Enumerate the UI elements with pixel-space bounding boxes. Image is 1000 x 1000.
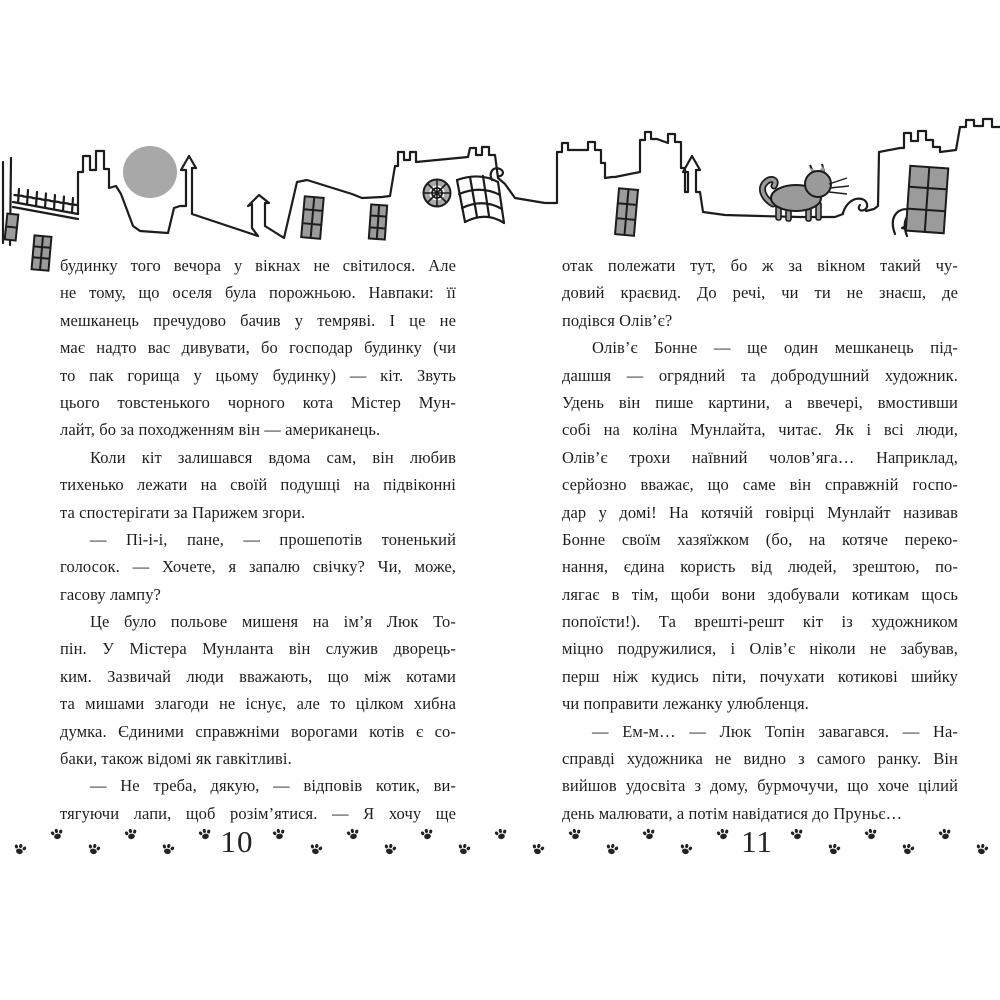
text-line: — Пі-і-і, пане, — прошепотів тоненький — [90, 529, 456, 549]
text-line: гасову лампу? — [60, 584, 161, 604]
text-line: баки, також відомі як гавкітливі. — [60, 749, 292, 769]
window-icon — [301, 196, 324, 238]
text-line: Це було польове мишеня на ім’я Люк То- — [90, 612, 456, 632]
text-line: Удень він пише картини, а ввечері, вмостивши — [562, 392, 958, 412]
page-number-left: 10 — [220, 824, 254, 859]
text-line: та мишами злагоди не існує, але то цілком хибна — [60, 694, 456, 714]
paw-print-icon — [642, 827, 656, 841]
page-number-right: 11 — [741, 824, 773, 859]
text-line: нання, єдина користь від людей, зрештою, по- — [562, 557, 958, 577]
paw-print-icon — [272, 827, 286, 841]
text-line: — Ем-м… — Люк Топін завагався. — На- — [592, 721, 958, 741]
cross-fence-icon — [13, 189, 78, 219]
window-icon — [615, 188, 638, 235]
paw-print-icon — [161, 842, 175, 856]
paw-print-icon — [679, 842, 693, 856]
paw-print-icon — [605, 842, 619, 856]
paw-print-icon — [309, 842, 323, 856]
window-icon — [369, 204, 387, 239]
paw-print-icon — [938, 827, 952, 841]
text-line: вийшов удосвіта з дому, бурмочучи, що хоче цілий — [562, 776, 958, 796]
paw-print-icon — [901, 842, 915, 856]
paw-print-icon — [790, 827, 804, 841]
text-line: цього товстенького чорного кота Містер Мун- — [60, 392, 456, 412]
window-icon — [5, 214, 19, 241]
text-line: міцно подружилися, і Олів’є ніколи не забував, — [562, 639, 958, 659]
text-line: будинку того вечора у вікнах не світилося. Але — [60, 256, 456, 275]
cat-icon — [762, 164, 849, 221]
text-line: лайт, бо за походженням він — американець. — [60, 420, 381, 440]
window-icon — [906, 166, 948, 233]
footer-paw-trail — [0, 818, 1000, 878]
spiral-ornament-icon — [843, 199, 867, 213]
moon-icon — [123, 146, 177, 198]
paw-print-icon — [346, 827, 360, 841]
text-line: серйозно вважає, що саме він справжній госпо- — [562, 475, 958, 495]
paw-print-icon — [827, 842, 841, 856]
text-line: лягає в тім, щоби вони здобували котикам щось — [562, 584, 958, 604]
paw-print-icon — [383, 842, 397, 856]
paw-print-icon — [531, 842, 545, 856]
paw-print-icon — [716, 827, 730, 841]
text-line: то пак горища у цьому будинку) — кіт. Звуть — [60, 365, 456, 385]
text-line: тягуючи лапи, щоб розім’ятися. — Я хочу ще — [60, 803, 456, 823]
text-line: та спостерігати за Парижем згори. — [60, 502, 306, 522]
text-line: Бонне своїм хазяїжком (бо, на котяче переко- — [562, 529, 958, 549]
text-line: не тому, що оселя була порожньою. Навпаки: її — [60, 283, 456, 303]
text-line: подівся Олів’є? — [562, 310, 673, 330]
text-line: чи поправити лежанку улюбленця. — [562, 694, 809, 714]
text-line: думка. Єдиними справжніми ворогами котів є со- — [60, 721, 456, 741]
paw-print-icon — [50, 827, 64, 841]
text-line: день малювати, а потім навідатися до Пруньє… — [562, 803, 903, 823]
rosette-window-icon — [424, 180, 451, 207]
text-line: справді художника не видно з самого ранку. Він — [562, 749, 958, 769]
text-line: голосок. — Хочете, я запалю свічку? Чи, може, — [60, 557, 456, 577]
text-line: Коли кіт залишався вдома сам, він любив — [90, 447, 456, 467]
text-line: дашшя — огрядний та добродушний художник. — [562, 365, 958, 385]
left-page-text — [60, 252, 456, 827]
paw-print-icon — [494, 827, 508, 841]
text-line: — Не треба, дякую, — відповів котик, ви- — [90, 776, 456, 796]
paw-print-icon — [124, 827, 138, 841]
window-icon — [32, 235, 52, 270]
paw-print-icon — [864, 827, 878, 841]
text-line: отак полежати тут, бо ж за вікном такий чу- — [562, 256, 958, 275]
text-line: Олів’є Бонне — ще один мешканець під- — [592, 338, 958, 358]
text-line: собі на коліна Мунлайта, читає. Як і всі люди, — [562, 420, 958, 440]
text-line: попоїсти!). Та врешті-решт кіт із художником — [562, 612, 958, 632]
text-line: довий краєвид. До речі, чи ти не знаєш, де — [562, 283, 958, 303]
roofline-left — [78, 132, 843, 238]
text-line: Олів’є трохи наївний чолов’яга… Наприклад, — [562, 447, 958, 467]
text-line: перш ніж кудись піти, почухати котикові шийку — [562, 666, 958, 686]
paw-print-icon — [198, 827, 212, 841]
right-page-text — [562, 252, 958, 827]
text-line: мешканець пречудово бачив у темряві. І це не — [60, 310, 456, 330]
paw-print-icon — [457, 842, 471, 856]
text-line: дар у домі! На котячій говірці Мунлайт називав — [562, 502, 958, 522]
paw-print-icon — [420, 827, 434, 841]
paw-print-icon — [13, 842, 27, 856]
text-line: має надто вас дивувати, бо господар будинку (чи — [60, 338, 456, 358]
text-line: ким. Зазвичай люди вважають, що між котами — [60, 666, 456, 686]
paw-print-icon — [975, 842, 989, 856]
text-line: пін. У Містера Мунланта він служив дворець- — [60, 639, 456, 659]
paw-print-icon — [87, 842, 101, 856]
text-line: тихенько лежати на своїй подушці на підвіконні — [60, 475, 456, 495]
paw-print-icon — [568, 827, 582, 841]
